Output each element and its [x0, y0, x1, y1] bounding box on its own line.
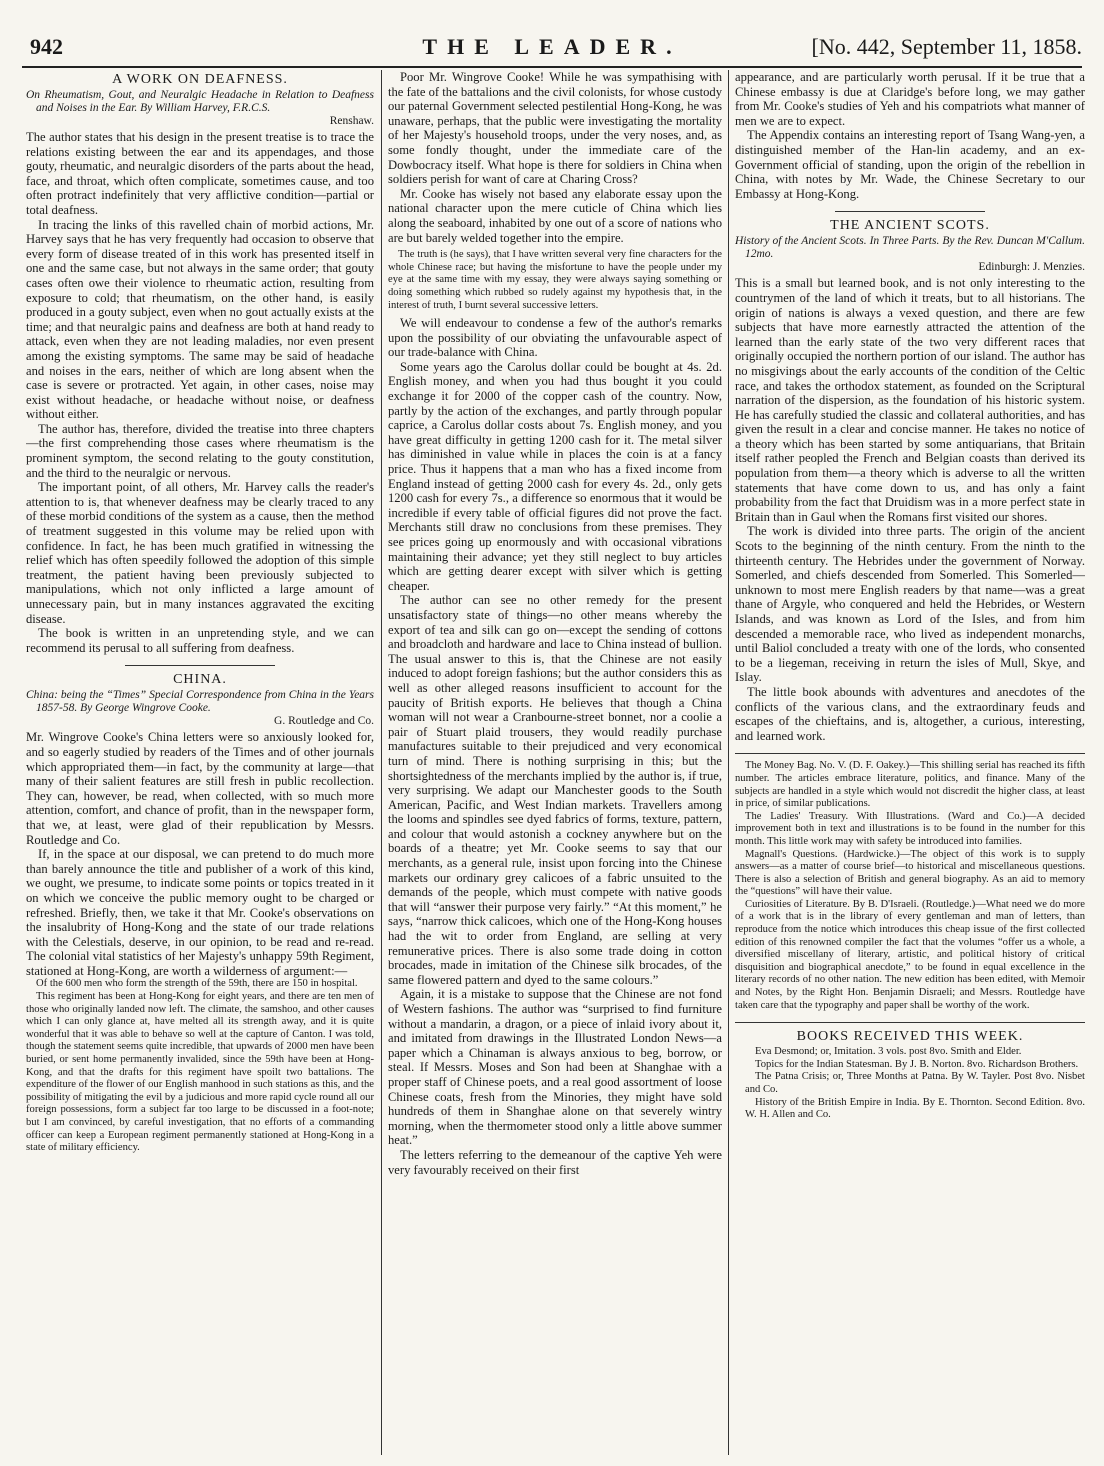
- paragraph: Of the 600 men who form the strength of the 59th, there are 150 in hospital.: [36, 978, 358, 990]
- paragraph: Again, it is a mistake to suppose that the Chinese are not fond of Western fashions. The author was “surprised to find furniture without a mandarin, a dragon, or a piece of inlaid ivory about it, and imitated from drawings in the Illustrated London News—a paper which a Chinaman is always anxious to beg, borrow, or steal. If Messrs. Moses and Son had been at Shanghae with a proper staff of Chinese poets, and a real good assortment of loose Chinese coats, fresh from the Minories, they might have sold hundreds of them in Shanghae alone on that severely wintry morning, when the thermometer stood only a little above summer heat.”: [388, 987, 722, 1148]
- paragraph: This is a small but learned book, and is not only interesting to the countrymen of the land of which it treats, but to all historians. The origin of nations is always a vexed question, and there are few subjects that have more earnestly attracted the attention of the learned than the early state of the two very different races that originally occupied the northern portion of our island. The author has no misgivings about the early accounts of the condition of the Celtic race, and takes the orthodox statement, as founded on the Scriptural narration of the dispersion, as the foundation of his historic system. He has carefully studied the classic and collateral authorities, and has given the result in a clear and concise manner. He takes no notice of a theory which has been started by some antiquarians, that Britain itself rather peopled the French and Belgian coasts than derived its population from them—a theory which is adverse to all the written statements that have come down to us, and has only a faint probability from the fact that Druidism was in a more perfect state in Britain than in Gaul when the Romans first visited our shores.: [735, 276, 1085, 524]
- page-number: 942: [30, 34, 63, 59]
- notice: The Money Bag. No. V. (D. F. Oakey.)—This shilling serial has reached its fifth number. The articles embrace literature, politics, and finance. Many of the subjects are handled in a style which would not discredit the higher class, at least in price, of similar publications.: [735, 760, 1085, 810]
- masthead: [22, 32, 1082, 62]
- books-list: [735, 1046, 1085, 1122]
- issue-line: [No. 442, September 11, 1858.: [811, 34, 1082, 59]
- paragraph: Mr. Wingrove Cooke's China letters were so anxiously looked for, and so eagerly studied by readers of the Times and of other journals which appropriated them—in fact, by the community at large—that many of their salient features are still fresh in public recollection. They can, however, be read, when collected, with so much more attention, comfort, and chance of profit, than in the newspaper form, that we, at least, were glad of their republication by Messrs. Routledge and Co.: [26, 730, 374, 847]
- paragraph: appearance, and are particularly worth perusal. If it be true that a Chinese embassy is due at Claridge's before long, we may gather from Mr. Cooke's studies of Yeh and his compatriots what manner of men we are to expect.: [735, 70, 1085, 128]
- column-2: [388, 70, 722, 1458]
- paragraph: We will endeavour to condense a few of the author's remarks upon the possibility of our obviating the unfavourable aspect of our trade-balance with China.: [388, 316, 722, 360]
- book-citation: History of the Ancient Scots. In Three Parts. By the Rev. Duncan M'Callum. 12mo.: [735, 235, 1085, 261]
- newspaper-title: THE LEADER.: [422, 34, 682, 59]
- paragraph: The work is divided into three parts. The origin of the ancient Scots to the beginning of the ninth century. From the ninth to the thirteenth century. The Hebrides under the government of Norway. Somerled, and chiefs descended from Somerled. This Somerled—unknown to most mere English readers by that name—was a great thane of Argyle, who conquered and held the Hebrides, or Western Islands, and was known as Lord of the Isles, and from him descended a memorable race, who lived as independent monarchs, until Baliol concluded a treaty with one of the lords, who consented to be a liegeman, receiving in return the isles of Mull, Skye, and Islay.: [735, 524, 1085, 685]
- section-divider: [125, 665, 275, 666]
- paragraph: The little book abounds with adventures and anecdotes of the conflicts of the various clans, and the extraordinary feuds and escapes of the chieftains, and is, altogether, a curious, interesting, and learned work.: [735, 684, 1085, 743]
- paragraph: The letters referring to the demeanour of the captive Yeh were very favourably received on their first: [388, 1147, 722, 1177]
- section-title-china: CHINA.: [173, 672, 227, 688]
- section-divider: [735, 753, 1085, 754]
- publisher: Renshaw.: [329, 115, 374, 127]
- section-title-deafness: A WORK ON DEAFNESS.: [112, 72, 288, 87]
- quotation: [388, 249, 722, 312]
- book-citation: China: being the “Times” Special Correspondence from China in the Years 1857-58. By George Wingrove Cooke.: [26, 689, 374, 715]
- section-divider: [735, 1022, 1085, 1023]
- column-1: [26, 70, 374, 1458]
- notice: The Ladies' Treasury. With Illustrations. (Ward and Co.)—A decided improvement both in text and illustrations is to be found in the number for this month. This little work may with safety be introduced into families.: [735, 810, 1085, 847]
- paragraph: The truth is (he says), that I have written several very fine characters for the whole Chinese race; but having the misfortune to have the people under my eye at the same time with my essay, they were always saying something or doing something which rubbed so rudely against my hypothesis that, in the interest of truth, I burnt several successive letters.: [388, 249, 722, 311]
- section-title-books-received: BOOKS RECEIVED THIS WEEK.: [796, 1029, 1024, 1045]
- paragraph: The important point, of all others, Mr. Harvey calls the reader's attention to is, that whenever deafness may be clearly traced to any of these morbid conditions of the system as a cause, then the method of treatment suggested in this volume may be relied upon with confidence. In fact, he has been much gratified in witnessing the relief which has often speedily followed the adoption of this simple treatment, the patient having been previously subjected to manipulations, which not only inflicted a large amount of unnecessary pain, but in many instances aggravated the exciting disease.: [26, 480, 374, 626]
- book-entry: Eva Desmond; or, Imitation. 3 vols. post 8vo. Smith and Elder.: [755, 1046, 1022, 1058]
- notice: Curiosities of Literature. By B. D'Israeli. (Routledge.)—What need we do more of a work that is in the library of every gentleman and man of letters, than reproduce from the notice which introduces this cheap issue of the first collected edition of this renowned compiler the fact that the volumes “offer us a whole, a diversified miscellany of literary, artistic, and political history of critical disquisition and biographical anecdote,” to be found in equal excellence in the literary records of no other nation. The new edition has been edited, with Memoir and Notes, by the Right Hon. Benjamin Disraeli; and Messrs. Routledge have taken care that the typography and paper shall be worthy of the work.: [735, 898, 1085, 1011]
- column-rule: [381, 70, 382, 1455]
- header-rule: [22, 66, 1082, 68]
- paragraph: The Appendix contains an interesting report of Tsang Wang-yen, a distinguished member of the Han-lin academy, and an ex-Government official of standing, upon the origin of the rebellion in China, with notes by Mr. Wade, the Chinese Secretary to our Embassy at Hong-Kong.: [735, 128, 1085, 201]
- paragraph: The book is written in an unpretending style, and we can recommend its perusal to all suffering from deafness.: [26, 626, 374, 655]
- book-entry: The Patna Crisis; or, Three Months at Patna. By W. Tayler. Post 8vo. Nisbet and Co.: [745, 1071, 1085, 1095]
- publisher: G. Routledge and Co.: [274, 715, 374, 728]
- paragraph: In tracing the links of this ravelled chain of morbid actions, Mr. Harvey says that he has very frequently had occasion to observe that every form of disease treated of in this work has presented itself in one and the same case, but not always in the same order; that gouty cases often owe their violence to rheumatic action, resulting from exposure to cold; that rheumatism, on the other hand, is easily produced in a gouty subject, even when no gout actually exists at the time; and that neuralgic pains and deafness are both at hand ready to attack, even when they are not leading maladies, nor even present among the existing symptoms. The same may be said of headache and noises in the ears, neither of which are long absent when the case is severe or protracted. Yet again, in other cases, noise may exist without headache, or headache without noise, or deafness without either.: [26, 217, 374, 422]
- paragraph: The author has, therefore, divided the treatise into three chapters—the first comprehending those cases where rheumatism is the prominent symptom, the second relating to the gouty constitution, and the third to the neuralgic or nervous.: [26, 421, 374, 480]
- paragraph: The author states that his design in the present treatise is to trace the relations existing between the ear and its appendages, and those gouty, rheumatic, and neuralgic disorders of the parts about the head, face, and throat, which often complicate, sometimes cause, and too often protract indefinitely that very afflictive condition—partial or total deafness.: [26, 130, 374, 217]
- section-title-ancient-scots: THE ANCIENT SCOTS.: [830, 218, 990, 234]
- paragraph: Some years ago the Carolus dollar could be bought at 4s. 2d. English money, and when you had thus bought it you could exchange it for 2000 of the copper cash of the country. Now, partly by the action of the exchanges, and partly through popular caprice, a Carolus dollar costs about 7s. English money, and you have great difficulty in getting 1200 cash for it. The metal silver has diminished in value while in places the coin is at a fancy price. Thus it happens that a man who has a fixed income from England instead of getting 2000 cash for every 4s. 2d., only gets 1200 cash for every 7s., a difference so enormous that it would be incredible if every table of official figures did not prove the fact. Merchants still draw no conclusions from these premises. They see prices going up enormously and with occasional vibrations maintaining their advance; yet they still neglect to buy articles which are getting dearer except with silver which is getting cheaper.: [388, 359, 722, 593]
- paragraph: This regiment has been at Hong-Kong for eight years, and there are ten men of those who originally landed now left. The climate, the samshoo, and other causes which I can only glance at, have melted all its strength away, and it is quite wonderful that it was able to behave so well at the capture of Canton. I was told, though the statement seems quite incredible, that upwards of 2000 men have been buried, or sent home permanently invalided, since the 59th have been at Hong-Kong, and that the drafts for this regiment have spoilt two battalions. The expenditure of the flower of our English manhood in such stations as this, and the possibility of mitigating the evil by a judicious and more rapid cycle round all our foreign possessions, form a subject far too large to be discussed in a foot-note; but I am convinced, by careful investigation, that no efforts of a commanding officer can keep a European regiment permanently stationed at Hong-Kong in a state of military efficiency.: [26, 991, 374, 1154]
- quotation: [26, 978, 374, 1154]
- section-divider: [835, 211, 985, 212]
- paragraph: The author can see no other remedy for the present unsatisfactory state of things—no other means whereby the export of tea and silk can go on—except the sending of cottons and broadcloth and hardware and lace to China instead of bullion. The usual answer to this is, that the Chinese are not easily induced to adopt foreign fashions; but the author considers this as well as other alleged reasons insufficient to account for the paucity of British exports. He believes that though a China woman will not wear a Cranbourne-street bonnet, nor a coolie a pair of Stuart plaid trousers, they would readily purchase manufactures suitable to their prejudiced and very economical turn of mind. There is nothing surprising in this; but the shortsightedness of the merchants implied by the author is, if true, very surprising. We adapt our Manchester goods to the South American, Pacific, and West Indian markets. Travellers among the looms and spindles see dyed fabrics of forms, texture, pattern, and colour that would astonish a cockney anywhere but on the boards of a theatre; yet Mr. Cooke seems to say that our merchants, as a general rule, insist upon forcing into the Chinese markets our ordinary grey calicoes of a fabric unsuited to the demands of the people, which must compete with native goods that will “answer their purpose very fairly.” “At this moment,” he says, “narrow thick calicoes, which one of the Hong-Kong houses had the wit to order from England, are selling at very remunerative prices. There is also some trade doing in cotton brocades, made in imitation of the Chinese silk brocades, of the same flowered pattern and dyed to the same colours.”: [388, 593, 722, 987]
- column-rule: [728, 70, 729, 1455]
- short-notices: [735, 760, 1085, 1012]
- column-3: [735, 70, 1085, 1458]
- notice: Magnall's Questions. (Hardwicke.)—The object of this work is to supply answers—as a matter of course brief—to historical and miscellaneous questions. There is also a selection of British and general biography. As an aid to memory the “questions” will have their value.: [735, 848, 1085, 898]
- book-entry: Topics for the Indian Statesman. By J. B. Norton. 8vo. Richardson Brothers.: [755, 1058, 1079, 1070]
- publisher: Edinburgh: J. Menzies.: [978, 261, 1085, 274]
- paragraph: Poor Mr. Wingrove Cooke! While he was sympathising with the fate of the battalions and the civil colonists, for whose custody our paternal Government selected pestilential Hong-Kong, he was unaware, perhaps, that the public were investigating the mortality of her Majesty's household troops, under the very noses, and, as some fondly thought, under the immediate care of the Dowbocracy itself. What hope is there for soldiers in China when soldiers perish for want of care at Charing Cross?: [388, 70, 722, 187]
- book-entry: History of the British Empire in India. By E. Thornton. Second Edition. 8vo. W. H. Allen and Co.: [745, 1096, 1085, 1121]
- book-citation: On Rheumatism, Gout, and Neuralgic Headache in Relation to Deafness and Noises in the Ear. By William Harvey, F.R.C.S.: [26, 89, 374, 114]
- paragraph: If, in the space at our disposal, we can pretend to do much more than barely announce the title and publisher of a work of this kind, we ought, we presume, to indicate some points or topics treated in it on which we conceive the public memory ought to be charged or refreshed. Briefly, then, we take it that Mr. Cooke's observations on the insalubrity of Hong-Kong and the state of our trade relations with the Celestials, deserve, in our opinion, to be read and re-read. The colonial vital statistics of her Majesty's unhappy 59th Regiment, stationed at Hong-Kong, are worth a wilderness of argument:—: [26, 847, 374, 978]
- paragraph: Mr. Cooke has wisely not based any elaborate essay upon the national character upon the mere cuticle of China which lies along the seaboard, inhabited by one out of a score of nations who are but barely welded together into the empire.: [388, 186, 722, 245]
